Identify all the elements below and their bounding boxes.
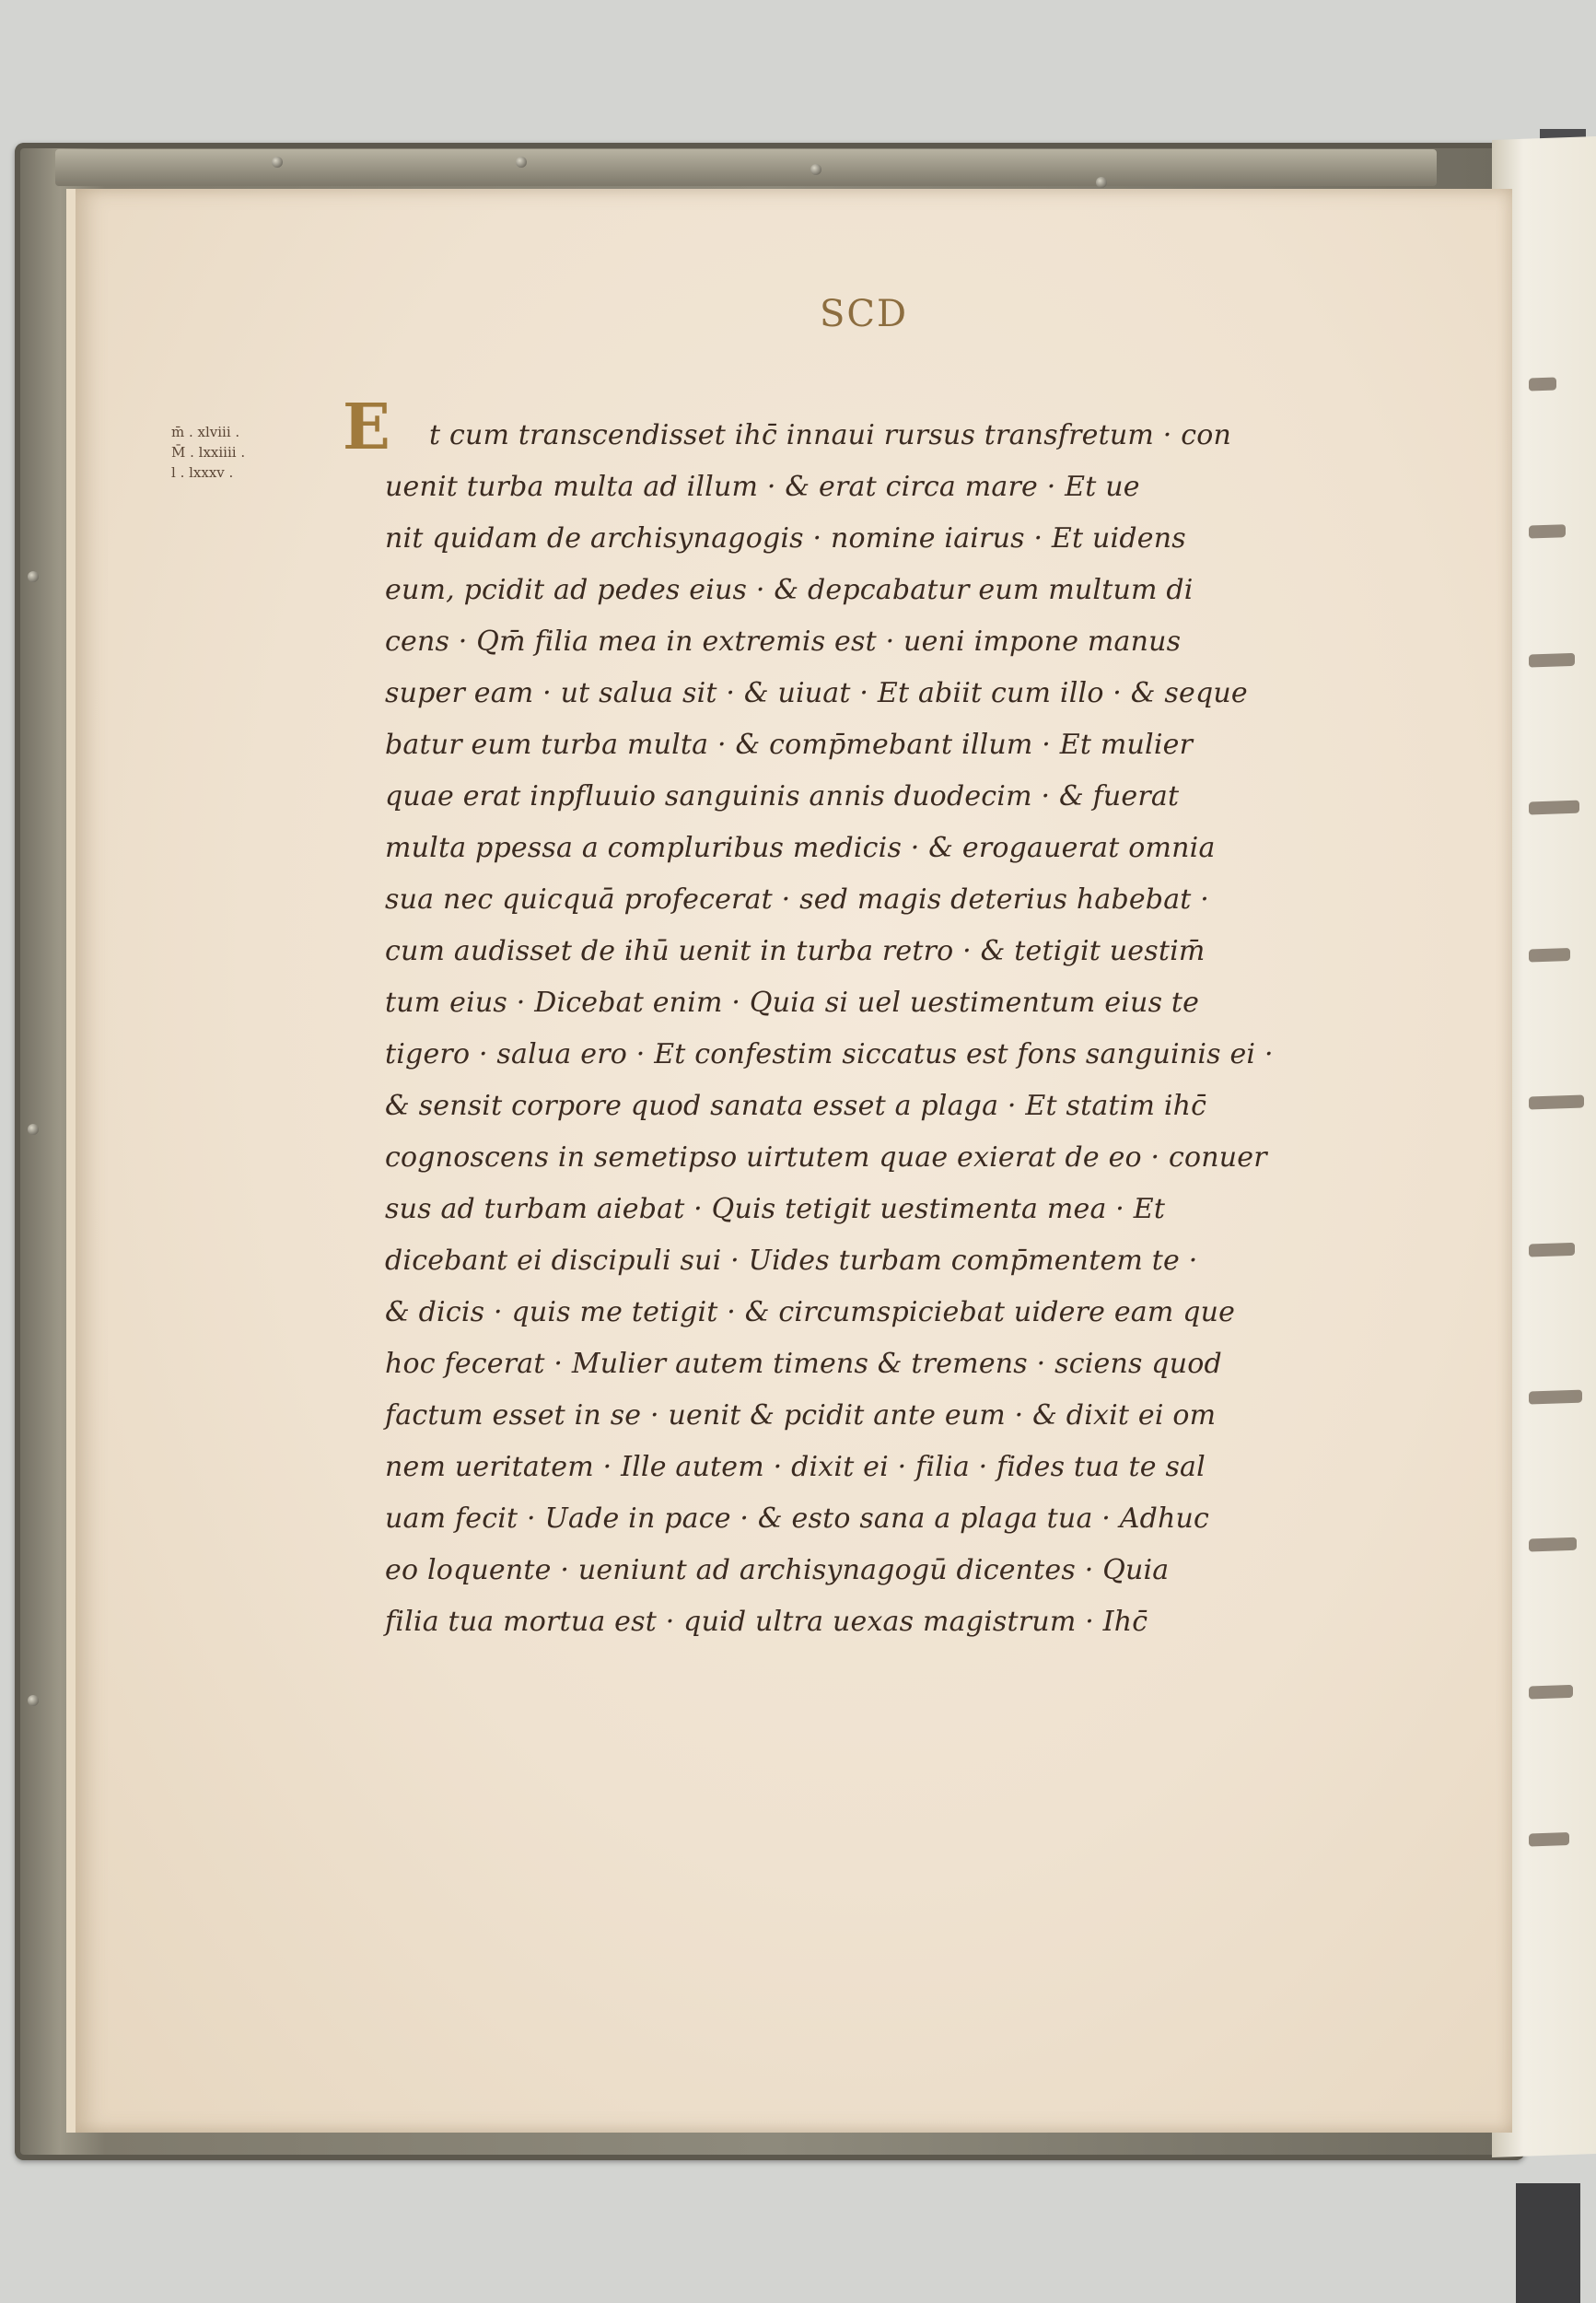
marginal-note: m̄ . xlviii . [171,424,240,440]
rivet-icon [28,1695,39,1706]
text-line: sua nec quicquā profecerat · sed magis deterius habebat · [385,883,1210,916]
text-line: cum audisset de ihū uenit in turba retro · & tetigit uestim̄ [385,935,1206,967]
text-line: dicebant ei discipuli sui · Uides turbam comp̄mentem te · [385,1245,1198,1277]
rivet-icon [28,1124,39,1135]
text-line: eum, pcidit ad pedes eius · & depcabatur eum multum di [385,574,1194,606]
text-line: & dicis · quis me tetigit · & circumspiciebat uidere eam que [385,1296,1236,1328]
marginal-notes [171,422,245,483]
rivet-icon [1096,177,1107,188]
manuscript-text [385,410,1297,1648]
text-line: nit quidam de archisynagogis · nomine iairus · Et uidens [385,522,1186,555]
decorated-initial: E [343,391,390,464]
text-line: uam fecit · Uade in pace · & esto sana a plaga tua · Adhuc [385,1502,1210,1535]
text-line: super eam · ut salua sit · & uiuat · Et abiit cum illo · & seque [385,677,1248,709]
text-line: batur eum turba multa · & comp̄mebant illum · Et mulier [385,729,1194,761]
text-line: eo loquente · ueniunt ad archisynagogū dicentes · Quia [385,1554,1170,1586]
bookmark-tab [1516,2183,1580,2303]
text-line: multa ppessa a compluribus medicis · & erogauerat omnia [385,832,1216,864]
rivet-icon [28,571,39,582]
marginal-note: l . lxxxv . [171,464,234,481]
rivet-icon [272,157,283,168]
running-heading: SCD [820,293,909,335]
text-line: cens · Qm̄ filia mea in extremis est · ueni impone manus [385,625,1182,658]
metal-clasp [55,149,1437,186]
text-line: tigero · salua ero · Et confestim siccatus est fons sanguinis ei · [385,1038,1274,1070]
text-line: & sensit corpore quod sanata esset a plaga · Et statim ihc̄ [385,1090,1207,1122]
text-line: factum esset in se · uenit & pcidit ante eum · & dixit ei om [385,1399,1217,1432]
text-line: hoc fecerat · Mulier autem timens & tremens · sciens quod [385,1348,1222,1380]
text-line: quae erat inpfluuio sanguinis annis duodecim · & fuerat [385,780,1180,812]
text-line: sus ad turbam aiebat · Quis tetigit uestimenta mea · Et [385,1193,1166,1225]
text-line: uenit turba multa ad illum · & erat circa mare · Et ue [385,471,1140,503]
marginal-note: M̄ . lxxiiii . [171,444,246,461]
text-line: filia tua mortua est · quid ultra uexas magistrum · Ihc̄ [385,1606,1148,1638]
text-line: nem ueritatem · Ille autem · dixit ei · filia · fides tua te sal [385,1451,1206,1483]
text-line: t cum transcendisset ihc̄ innaui rursus transfretum · con [429,419,1232,451]
rivet-icon [810,164,821,175]
text-line: cognoscens in semetipso uirtutem quae exierat de eo · conuer [385,1141,1267,1174]
text-line: tum eius · Dicebat enim · Quia si uel uestimentum eius te [385,987,1200,1019]
rivet-icon [516,157,527,168]
